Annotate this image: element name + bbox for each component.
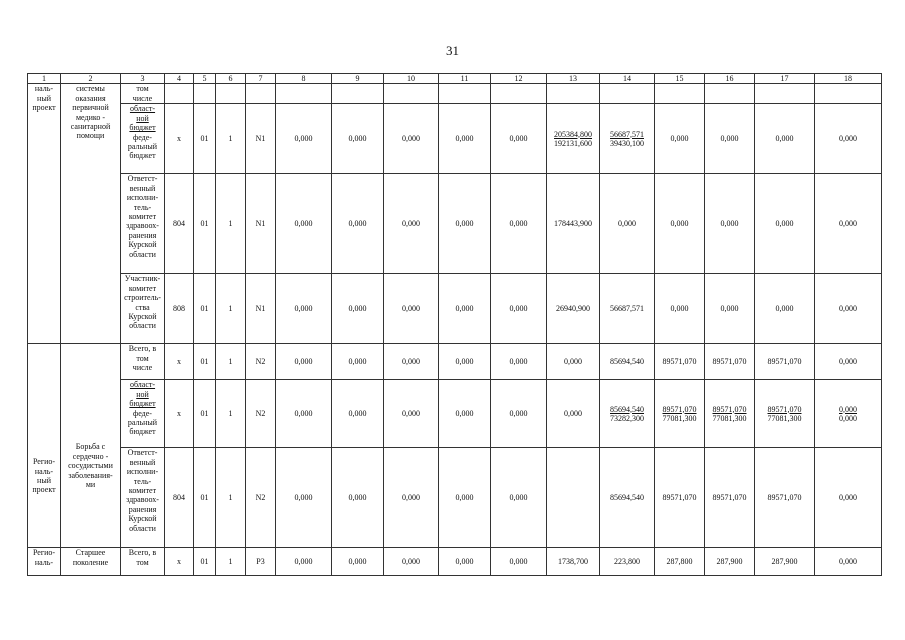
value-cell: P3	[246, 548, 276, 576]
table-row	[28, 380, 882, 448]
value-cell: 0,000	[755, 104, 815, 174]
value-cell: 01	[194, 274, 216, 344]
value-cell: 0,000	[332, 448, 384, 548]
value-cell: 89571,070 77081,300	[705, 380, 755, 448]
value-cell	[276, 84, 332, 104]
value-cell: 0,000	[600, 174, 655, 274]
value-cell: 0,000	[384, 274, 439, 344]
value-cell: 01	[194, 174, 216, 274]
funding-source-cell: Ответст- венный исполни- тель- комитет здравоох- ранения Курской области	[121, 174, 165, 274]
value-cell	[246, 84, 276, 104]
value-cell: 223,800	[600, 548, 655, 576]
value-cell: 0,000	[439, 380, 491, 448]
value-cell: x	[165, 548, 194, 576]
value-cell: N2	[246, 448, 276, 548]
column-number: 18	[815, 74, 882, 84]
value-cell: 01	[194, 104, 216, 174]
budget-table	[27, 73, 882, 576]
column-number: 10	[384, 74, 439, 84]
value-cell: 1	[216, 104, 246, 174]
value-cell: 0,000	[276, 380, 332, 448]
value-cell: 1	[216, 344, 246, 380]
value-cell: 89571,070	[655, 448, 705, 548]
value-cell: 0,000	[439, 548, 491, 576]
value-cell: 0,000	[655, 174, 705, 274]
value-cell	[655, 84, 705, 104]
value-cell: 0,000	[705, 274, 755, 344]
value-cell: 0,000	[755, 174, 815, 274]
value-cell: 0,000	[705, 104, 755, 174]
value-cell: 205384,800 192131,600	[547, 104, 600, 174]
value-cell: 0,000	[439, 174, 491, 274]
value-cell: 89571,070 77081,300	[755, 380, 815, 448]
table-row	[28, 274, 882, 344]
table-row	[28, 448, 882, 548]
value-cell: 85694,540	[600, 344, 655, 380]
value-cell: 804	[165, 448, 194, 548]
value-cell	[755, 84, 815, 104]
value-cell: 56687,571 39430,100	[600, 104, 655, 174]
value-cell: 0,000	[384, 104, 439, 174]
project-type-cell: Регио- наль- ный проект	[28, 344, 61, 548]
column-number: 7	[246, 74, 276, 84]
project-type-cell: Регио- наль-	[28, 548, 61, 576]
value-cell: 178443,900	[547, 174, 600, 274]
value-cell	[491, 84, 547, 104]
value-cell: 0,000 0,000	[815, 380, 882, 448]
column-number-row	[28, 74, 882, 84]
funding-source-cell: област- ной бюджет феде- ральный бюджет	[121, 104, 165, 174]
value-cell: 0,000	[439, 344, 491, 380]
value-cell: 85694,540	[600, 448, 655, 548]
project-name-cell: системы оказания первичной медико - санитарной помощи	[61, 84, 121, 344]
funding-source-cell: Всего, в том числе	[121, 344, 165, 380]
value-cell: x	[165, 104, 194, 174]
value-cell: 56687,571	[600, 274, 655, 344]
value-cell: 0,000	[815, 104, 882, 174]
value-cell: 85694,540 73282,300	[600, 380, 655, 448]
value-cell	[384, 84, 439, 104]
table-row	[28, 548, 882, 576]
value-cell	[165, 84, 194, 104]
value-cell: 89571,070	[755, 448, 815, 548]
column-number: 9	[332, 74, 384, 84]
value-cell: N1	[246, 174, 276, 274]
project-name-cell: Старшее поколение	[61, 548, 121, 576]
project-type-cell: наль- ный проект	[28, 84, 61, 344]
value-cell: 1	[216, 380, 246, 448]
value-cell: 89571,070	[755, 344, 815, 380]
value-cell: 0,000	[491, 380, 547, 448]
value-cell: 0,000	[815, 344, 882, 380]
value-cell	[547, 84, 600, 104]
value-cell: 0,000	[491, 548, 547, 576]
value-cell: 0,000	[332, 274, 384, 344]
value-cell: 0,000	[332, 380, 384, 448]
value-cell: 0,000	[491, 174, 547, 274]
table-row	[28, 174, 882, 274]
value-cell: 0,000	[547, 380, 600, 448]
table-row	[28, 344, 882, 380]
value-cell: 0,000	[491, 104, 547, 174]
funding-source-cell: област- ной бюджет феде- ральный бюджет	[121, 380, 165, 448]
column-number: 1	[28, 74, 61, 84]
value-cell: 1	[216, 174, 246, 274]
value-cell: 0,000	[384, 548, 439, 576]
value-cell: x	[165, 380, 194, 448]
value-cell: 0,000	[439, 448, 491, 548]
column-number: 15	[655, 74, 705, 84]
value-cell: N2	[246, 344, 276, 380]
value-cell: 0,000	[491, 344, 547, 380]
value-cell: 287,900	[705, 548, 755, 576]
funding-source-cell: том числе	[121, 84, 165, 104]
value-cell: 0,000	[755, 274, 815, 344]
value-cell: 0,000	[491, 448, 547, 548]
value-cell: N1	[246, 274, 276, 344]
funding-source-cell: Участник- комитет строитель- ства Курской области	[121, 274, 165, 344]
value-cell: 0,000	[276, 274, 332, 344]
value-cell: N1	[246, 104, 276, 174]
value-cell: 0,000	[547, 344, 600, 380]
value-cell	[194, 84, 216, 104]
funding-source-cell: Всего, в том	[121, 548, 165, 576]
value-cell: 0,000	[276, 344, 332, 380]
value-cell: 0,000	[332, 548, 384, 576]
value-cell: 804	[165, 174, 194, 274]
value-cell: 0,000	[276, 548, 332, 576]
column-number: 14	[600, 74, 655, 84]
value-cell: 01	[194, 548, 216, 576]
column-number: 11	[439, 74, 491, 84]
value-cell: 1	[216, 274, 246, 344]
value-cell: 0,000	[815, 274, 882, 344]
column-number: 3	[121, 74, 165, 84]
value-cell: 0,000	[655, 274, 705, 344]
value-cell: 26940,900	[547, 274, 600, 344]
table-row	[28, 104, 882, 174]
value-cell: N2	[246, 380, 276, 448]
value-cell: 01	[194, 448, 216, 548]
value-cell	[705, 84, 755, 104]
value-cell: 1	[216, 448, 246, 548]
value-cell: 0,000	[384, 448, 439, 548]
column-number: 4	[165, 74, 194, 84]
value-cell: 808	[165, 274, 194, 344]
value-cell: 01	[194, 380, 216, 448]
column-number: 5	[194, 74, 216, 84]
value-cell: x	[165, 344, 194, 380]
project-name-cell: Борьба с сердечно - сосудистыми заболевания- ми	[61, 344, 121, 548]
column-number: 16	[705, 74, 755, 84]
column-number: 12	[491, 74, 547, 84]
value-cell: 0,000	[384, 174, 439, 274]
value-cell: 0,000	[439, 274, 491, 344]
value-cell: 0,000	[655, 104, 705, 174]
value-cell	[216, 84, 246, 104]
value-cell	[600, 84, 655, 104]
value-cell: 0,000	[332, 104, 384, 174]
value-cell: 0,000	[276, 104, 332, 174]
value-cell: 89571,070 77081,300	[655, 380, 705, 448]
value-cell: 01	[194, 344, 216, 380]
value-cell: 287,800	[655, 548, 705, 576]
table-row	[28, 84, 882, 104]
value-cell: 0,000	[705, 174, 755, 274]
value-cell: 0,000	[491, 274, 547, 344]
column-number: 6	[216, 74, 246, 84]
column-number: 13	[547, 74, 600, 84]
value-cell: 89571,070	[655, 344, 705, 380]
value-cell: 0,000	[815, 174, 882, 274]
value-cell	[815, 84, 882, 104]
value-cell: 287,900	[755, 548, 815, 576]
value-cell: 0,000	[815, 548, 882, 576]
value-cell: 0,000	[332, 344, 384, 380]
value-cell: 1	[216, 548, 246, 576]
page-number: 31	[446, 43, 459, 58]
value-cell: 0,000	[815, 448, 882, 548]
value-cell	[547, 448, 600, 548]
value-cell: 0,000	[332, 174, 384, 274]
column-number: 8	[276, 74, 332, 84]
column-number: 2	[61, 74, 121, 84]
value-cell: 0,000	[439, 104, 491, 174]
value-cell: 0,000	[276, 448, 332, 548]
value-cell: 0,000	[384, 380, 439, 448]
value-cell: 0,000	[384, 344, 439, 380]
value-cell: 89571,070	[705, 344, 755, 380]
value-cell	[439, 84, 491, 104]
value-cell: 89571,070	[705, 448, 755, 548]
value-cell: 0,000	[276, 174, 332, 274]
value-cell: 1738,700	[547, 548, 600, 576]
funding-source-cell: Ответст- венный исполни- тель- комитет здравоох- ранения Курской области	[121, 448, 165, 548]
value-cell	[332, 84, 384, 104]
column-number: 17	[755, 74, 815, 84]
